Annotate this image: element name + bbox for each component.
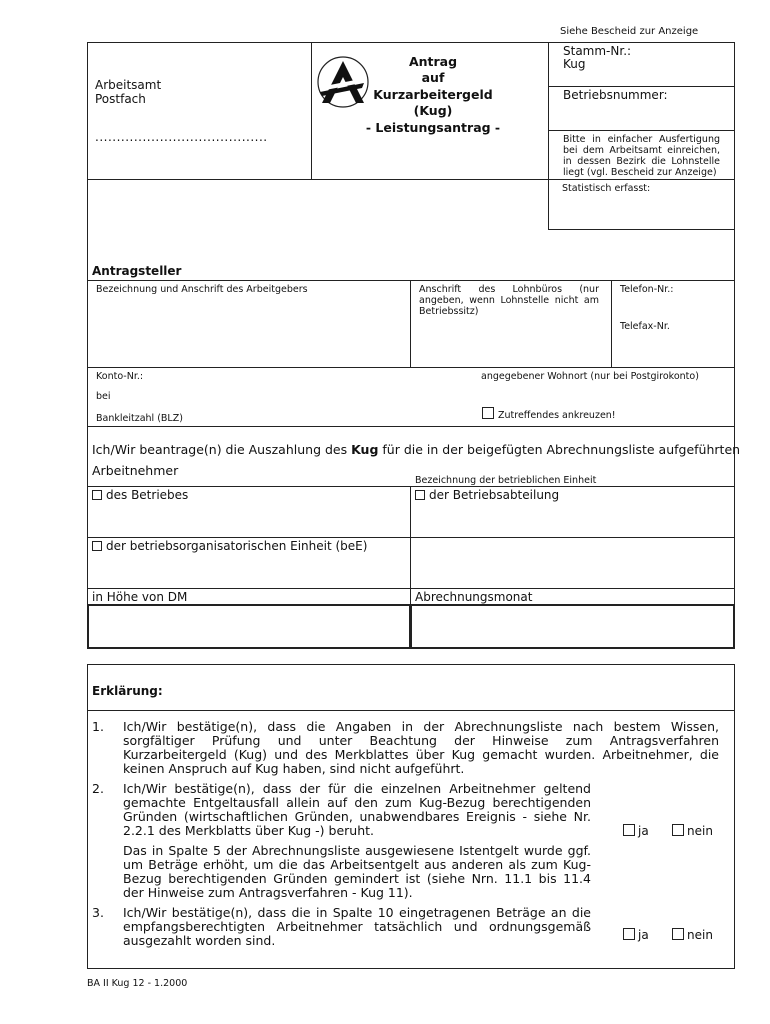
employer-label: Bezeichnung und Anschrift des Arbeitgebers (96, 284, 308, 295)
hint-checkbox-icon (482, 407, 494, 419)
employer-field[interactable] (92, 296, 406, 364)
submission-instructions: Bitte in einfacher Ausfertigung bei dem Arbeitsamt einreichen, in dessen Bezirk die Lohnstelle liegt (vgl. Bescheid zur Anzeige) (563, 134, 720, 178)
title-line-5: - Leistungsantrag - (365, 119, 501, 135)
option-betrieb[interactable]: des Betriebes (92, 488, 188, 503)
declaration-title: Erklärung: (92, 684, 163, 698)
item-1-number: 1. (92, 719, 104, 734)
betriebsnummer-label: Betriebsnummer: (563, 88, 668, 102)
amount-label: in Höhe von DM (92, 590, 188, 604)
lohnbuero-field[interactable] (415, 318, 607, 364)
item-3-text: Ich/Wir bestätige(n), dass die in Spalte 10 eingetragenen Beträge an die empfangsberechtigten Arbeitnehmer tatsächlich und ordnungsgemäß ausgezahlt worden sind. (123, 905, 591, 948)
month-label: Abrechnungsmonat (415, 590, 533, 604)
abteilung-checkbox[interactable] (415, 490, 425, 500)
kug-bold: Kug (351, 442, 379, 457)
blz-label: Bankleitzahl (BLZ) (96, 413, 183, 424)
item-1-text: Ich/Wir bestätige(n), dass die Angaben in der Abrechnungsliste nach bestem Wissen, sorgfältiger Prüfung und unter Beachtung der Hinweise zum Antragsverfahren Kurzarbeitergeld (Kug) und des Merkblattes über Kug gemacht wurden. Arbeitnehmer, die keinen Anspruch auf Kug haben, sind nicht aufgeführt. (123, 719, 719, 776)
item-3-nein-checkbox[interactable] (672, 928, 684, 940)
item-2-nein-checkbox[interactable] (672, 824, 684, 836)
bei-label: bei (96, 391, 111, 402)
bee-checkbox[interactable] (92, 541, 102, 551)
abteilung-field[interactable] (415, 505, 731, 535)
title-line-4: (Kug) (413, 103, 453, 119)
form-title (362, 54, 504, 136)
betrieb-field[interactable] (92, 505, 406, 535)
hint-checkbox (482, 407, 616, 421)
request-line-2: Arbeitnehmer (92, 463, 179, 478)
item-2-ja-checkbox[interactable] (623, 824, 635, 836)
item-3-number: 3. (92, 905, 104, 920)
item-2-extra-text: Das in Spalte 5 der Abrechnungsliste ausgewiesene Istentgelt wurde ggf. um Beträge erhöht, um die das Arbeitsentgelt aus anderen als zum Kug-Bezug berechtigenden Gründen gemindert ist (siehe Nrn. 11.1 bis 11.4 der Hinweise zum Antragsverfahren - Kug 11). (123, 843, 591, 900)
statistisch-label: Statistisch erfasst: (562, 183, 651, 194)
item-2-nein[interactable]: nein (672, 824, 713, 839)
item-3-ja[interactable]: ja (623, 928, 649, 943)
unit-label: Bezeichnung der betrieblichen Einheit (415, 475, 597, 486)
bee-field[interactable] (415, 540, 731, 586)
betrieb-checkbox[interactable] (92, 490, 102, 500)
telefax-label: Telefax-Nr. (620, 321, 670, 332)
wohnort-label: angegebener Wohnort (nur bei Postgirokonto) (481, 371, 699, 382)
item-2-number: 2. (92, 781, 104, 796)
telefon-label: Telefon-Nr.: (620, 284, 674, 295)
lohnbuero-label: Anschrift des Lohnbüros (nur angeben, wenn Lohnstelle nicht am Betriebssitz) (419, 284, 599, 317)
option-abteilung[interactable]: der Betriebsabteilung (415, 488, 559, 503)
konto-label: Konto-Nr.: (96, 371, 144, 382)
option-bee[interactable]: der betriebsorganisatorischen Einheit (beE) (92, 539, 367, 554)
office-name: Arbeitsamt (95, 78, 162, 92)
item-2-ja[interactable]: ja (623, 824, 649, 839)
title-line-3: Kurzarbeitergeld (373, 86, 493, 102)
office-postfach: Postfach (95, 92, 146, 106)
item-3-ja-checkbox[interactable] (623, 928, 635, 940)
request-line-1: Ich/Wir beantrage(n) die Auszahlung des Kug für die in der beigefügten Abrechnungsliste aufgeführten (92, 442, 741, 457)
stamm-nr-value: Kug (563, 57, 586, 71)
office-dots: ........................................ (95, 130, 268, 144)
stamm-nr-label: Stamm-Nr.: (563, 44, 632, 58)
hint-text: Zutreffendes ankreuzen! (498, 410, 616, 421)
title-line-2: auf (421, 70, 445, 86)
amount-field[interactable] (87, 604, 411, 649)
item-3-nein[interactable]: nein (672, 928, 713, 943)
title-line-1: Antrag (408, 54, 458, 69)
form-code: BA II Kug 12 - 1.2000 (87, 978, 188, 989)
top-note: Siehe Bescheid zur Anzeige (560, 26, 699, 37)
month-field[interactable] (410, 604, 735, 649)
item-2-text: Ich/Wir bestätige(n), dass der für die einzelnen Arbeitnehmer geltend gemachte Entgeltausfall allein auf den zum Kug-Bezug berechtigenden Gründen (wirtschaftlichen Gründen, unabwendbares Ereignis - siehe Nr. 2.2.1 des Merkblatts über Kug -) beruht. (123, 781, 591, 838)
antragsteller-title: Antragsteller (92, 264, 182, 278)
